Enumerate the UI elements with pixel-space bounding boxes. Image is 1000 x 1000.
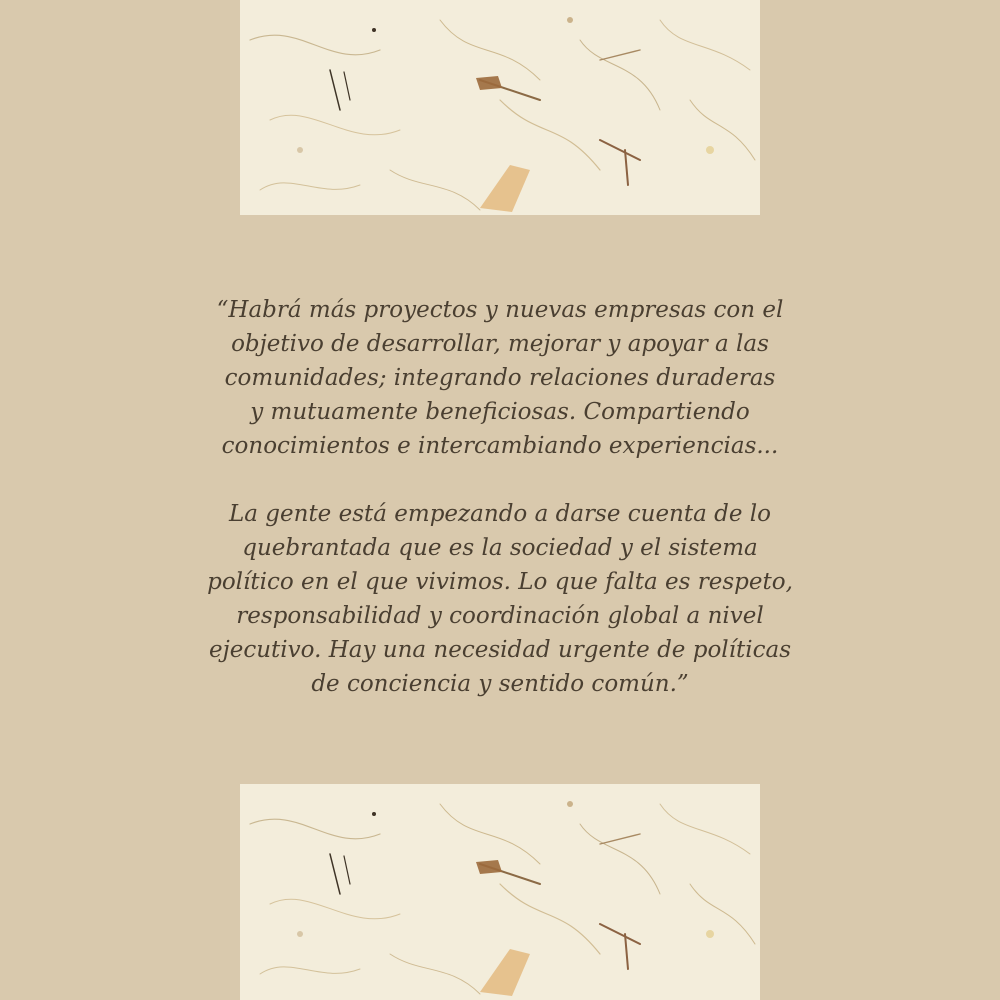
- paper-texture-bottom: [240, 784, 760, 1000]
- paper-fibers-top: [240, 0, 760, 215]
- paper-texture-top: [240, 0, 760, 215]
- quote-paragraph-1: “Habrá más proyectos y nuevas empresas con el objetivo de desarrollar, mejorar y apoyar a las comunidades; integrando relaciones duraderas y mutuamente beneficiosas. Compartiendo conocimientos e intercambiando experiencias...: [216, 297, 784, 459]
- paper-fibers-bottom: [240, 784, 760, 1000]
- quote-paragraph-2: La gente está empezando a darse cuenta de lo quebrantada que es la sociedad y el sistema político en el que vivimos. Lo que falta es respeto, responsabilidad y coordinación global a nivel ejecutivo. Hay una necesidad urgente de políticas de conciencia y sentido común.”: [207, 501, 793, 697]
- quote-text: [150, 293, 850, 701]
